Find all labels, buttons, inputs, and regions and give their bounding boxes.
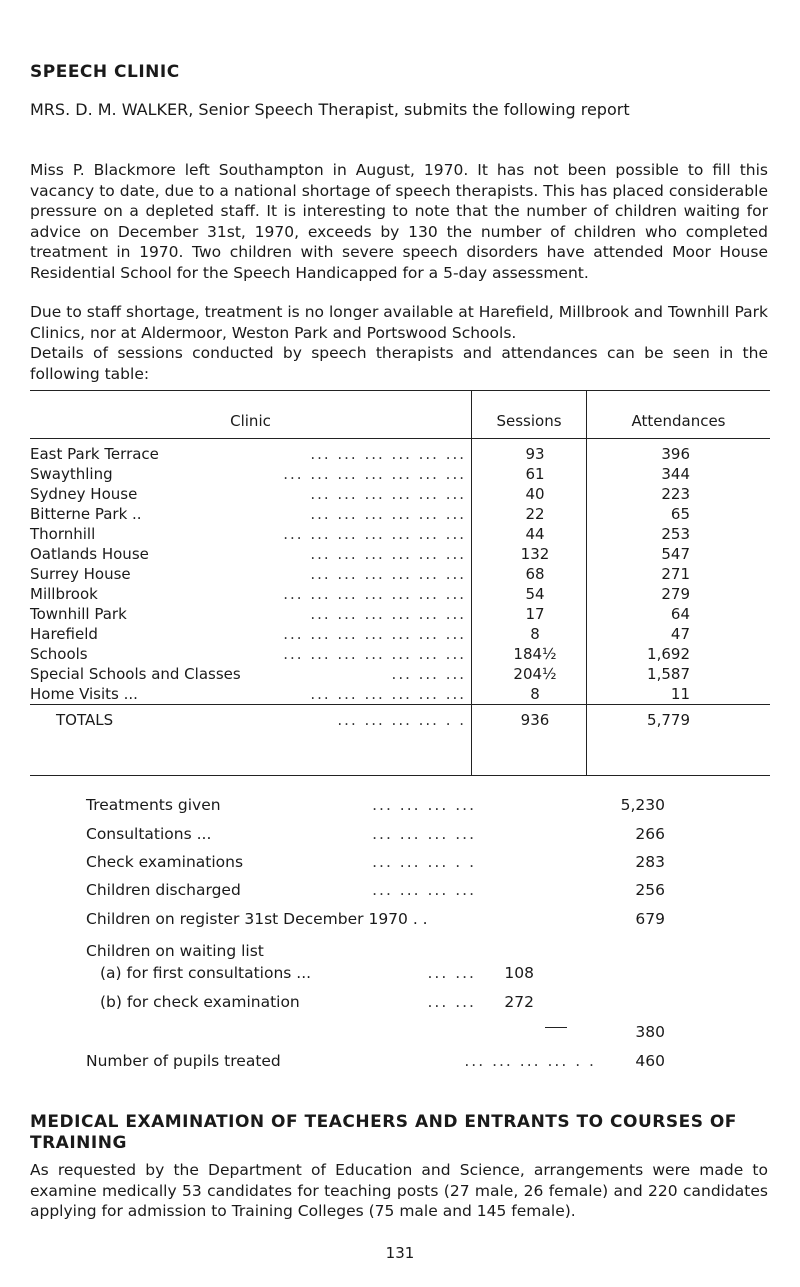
leader-dots: ... ... ... ... ... ... <box>310 685 466 703</box>
leader-dots: ... ... ... ... ... ... ... <box>283 585 466 603</box>
sessions-value: 17 <box>525 605 545 623</box>
clinic-name: Home Visits ... <box>30 685 144 703</box>
leader-dots: ... ... ... ... ... ... ... <box>283 625 466 643</box>
summary-value: 256 <box>635 881 665 899</box>
leader-dots: ... ... ... ... ... ... <box>310 565 466 583</box>
clinic-name: Swaythling <box>30 465 119 483</box>
paragraph-staffing: Miss P. Blackmore left Southampton in August, 1970. It has not been possible to fill this vacancy to date, due to a national shortage of speech therapists. This has placed considerable pressure on a depleted staff. It is interesting to note that the number of children waiting for advice on December 31st, 1970, exceeds by 130 the number of children who completed treatment in 1970. Two children with severe speech disorders have attended Moor House Residential School for the Speech Handicapped for a 5-day assessment. <box>30 161 768 282</box>
clinic-name: Oatlands House <box>30 545 155 563</box>
sessions-value: 22 <box>525 505 545 523</box>
summary-value: 266 <box>635 825 665 843</box>
attendances-value: 223 <box>661 485 690 503</box>
table-bottom-rule <box>30 775 770 776</box>
sessions-value: 40 <box>525 485 545 503</box>
table-row <box>30 645 770 665</box>
attendances-value: 65 <box>670 505 690 523</box>
leader-dots: ... ... ... ... <box>372 825 476 843</box>
attendances-value: 1,692 <box>647 645 690 663</box>
summary-value: 5,230 <box>620 796 665 814</box>
table-row <box>30 505 770 525</box>
summary-value: 380 <box>635 1023 665 1041</box>
attendances-value: 396 <box>661 445 690 463</box>
summary-row <box>86 1052 686 1074</box>
leader-dots: ... ... ... ... . . <box>337 711 466 729</box>
clinic-name: Bitterne Park .. <box>30 505 148 523</box>
summary-value: 679 <box>635 910 665 928</box>
sessions-value: 204½ <box>513 665 557 683</box>
clinic-name: Thornhill <box>30 525 101 543</box>
clinic-name: Millbrook <box>30 585 104 603</box>
summary-row <box>100 993 700 1015</box>
sessions-value: 44 <box>525 525 545 543</box>
table-row <box>30 565 770 585</box>
sessions-value: 132 <box>520 545 550 563</box>
leader-dots: ... ... ... ... <box>372 881 476 899</box>
clinic-name: East Park Terrace <box>30 445 165 463</box>
table-row <box>30 605 770 625</box>
summary-value: 283 <box>635 853 665 871</box>
table-row <box>30 465 770 485</box>
section-heading-medical-examination: MEDICAL EXAMINATION OF TEACHERS AND ENTRANTS TO COURSES OF TRAINING <box>30 1112 737 1153</box>
table-row <box>30 665 770 685</box>
table-row <box>30 585 770 605</box>
attendances-value: 64 <box>670 605 690 623</box>
table-row <box>30 445 770 465</box>
summary-value: 460 <box>635 1052 665 1070</box>
summary-label: Number of pupils treated <box>86 1052 287 1070</box>
summary-row <box>86 881 686 903</box>
column-header-sessions: Sessions <box>496 412 562 430</box>
leader-dots: ... ... ... ... ... ... ... <box>283 465 466 483</box>
attendances-value: 279 <box>661 585 690 603</box>
leader-dots: ... ... ... ... ... ... <box>310 545 466 563</box>
column-header-clinic: Clinic <box>230 412 271 430</box>
leader-dots: ... ... ... <box>391 665 466 683</box>
attendances-value: 271 <box>661 565 690 583</box>
sessions-value: 68 <box>525 565 545 583</box>
attendances-value: 253 <box>661 525 690 543</box>
clinic-name: Sydney House <box>30 485 143 503</box>
summary-sub-value: 272 <box>504 993 534 1011</box>
table-header-rule <box>30 438 770 439</box>
leader-dots: ... ... ... ... <box>372 796 476 814</box>
table-row <box>30 685 770 705</box>
sessions-value: 61 <box>525 465 545 483</box>
summary-label: Children discharged <box>86 881 247 899</box>
page-number: 131 <box>385 1244 415 1262</box>
report-byline: MRS. D. M. WALKER, Senior Speech Therapist, submits the following report <box>30 100 630 119</box>
sessions-value: 54 <box>525 585 545 603</box>
summary-label: (a) for first consultations ... <box>100 964 317 982</box>
paragraph-staff-shortage: Due to staff shortage, treatment is no longer available at Harefield, Millbrook and Townhill Park Clinics, nor at Aldermoor, Weston Park and Portswood Schools. <box>30 303 768 342</box>
leader-dots: ... ... ... ... . . <box>464 1052 596 1070</box>
summary-label: Children on register 31st December 1970 . . <box>86 910 434 928</box>
totals-attendances: 5,779 <box>647 711 690 729</box>
leader-dots: ... ... ... ... ... ... ... <box>283 525 466 543</box>
clinic-name: Harefield <box>30 625 104 643</box>
table-top-rule <box>30 390 770 391</box>
column-header-attendances: Attendances <box>631 412 726 430</box>
attendances-value: 11 <box>670 685 690 703</box>
leader-dots: ... ... <box>427 964 476 982</box>
leader-dots: ... ... ... ... ... ... ... <box>283 645 466 663</box>
table-row <box>30 525 770 545</box>
summary-label: (b) for check examination <box>100 993 306 1011</box>
clinic-name: Surrey House <box>30 565 137 583</box>
summary-row <box>86 942 686 964</box>
summary-label: Check examinations <box>86 853 249 871</box>
clinic-name: Special Schools and Classes <box>30 665 247 683</box>
summary-row <box>86 910 686 932</box>
summary-row <box>86 796 686 818</box>
summary-label: Treatments given <box>86 796 227 814</box>
table-totals-rule <box>30 704 770 705</box>
clinic-name: Townhill Park <box>30 605 133 623</box>
attendances-value: 1,587 <box>647 665 690 683</box>
summary-row <box>86 825 686 847</box>
totals-sessions: 936 <box>520 711 550 729</box>
attendances-value: 47 <box>670 625 690 643</box>
clinic-name: Schools <box>30 645 94 663</box>
leader-dots: ... ... ... ... ... ... <box>310 505 466 523</box>
table-totals-row <box>30 711 770 731</box>
totals-label: TOTALS <box>56 711 119 729</box>
section-heading-speech-clinic: SPEECH CLINIC <box>30 62 180 82</box>
leader-dots: ... ... ... ... ... ... <box>310 485 466 503</box>
leader-dots: ... ... ... . . <box>372 853 476 871</box>
leader-dots: ... ... <box>427 993 476 1011</box>
summary-label: Consultations ... <box>86 825 217 843</box>
summary-row <box>86 853 686 875</box>
table-row <box>30 625 770 645</box>
leader-dots: ... ... ... ... ... ... <box>310 605 466 623</box>
sessions-value: 8 <box>530 685 540 703</box>
paragraph-medical-examination: As requested by the Department of Education and Science, arrangements were made to examine medically 53 candidates for teaching posts (27 male, 26 female) and 220 candidates applying for admission to Training Colleges (75 male and 145 female). <box>30 1161 768 1220</box>
sessions-value: 93 <box>525 445 545 463</box>
summary-sub-value: 108 <box>504 964 534 982</box>
leader-dots: ... ... ... ... ... ... <box>310 445 466 463</box>
summary-row <box>100 964 700 986</box>
summary-row <box>86 1023 686 1045</box>
attendances-value: 344 <box>661 465 690 483</box>
table-row <box>30 485 770 505</box>
attendances-value: 547 <box>661 545 690 563</box>
paragraph-table-intro: Details of sessions conducted by speech therapists and attendances can be seen in the following table: <box>30 344 768 383</box>
sessions-value: 8 <box>530 625 540 643</box>
table-row <box>30 545 770 565</box>
sessions-value: 184½ <box>513 645 557 663</box>
summary-label: Children on waiting list <box>86 942 270 960</box>
